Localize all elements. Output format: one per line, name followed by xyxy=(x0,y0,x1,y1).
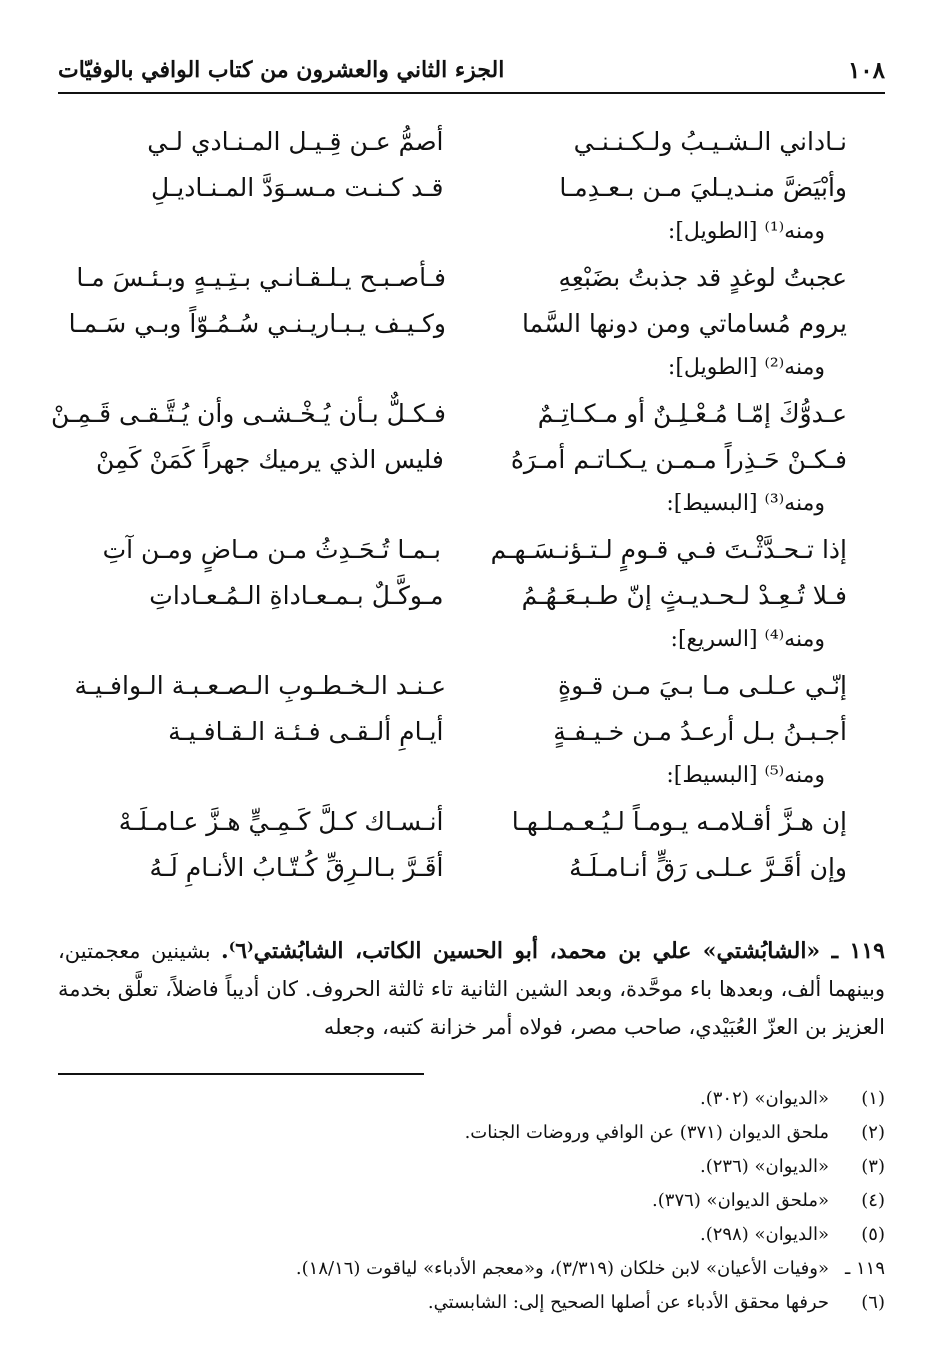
first-hemistich: فـلا تُـعِـدْ لـحـديـثٍ إنّ طـبـعَـهُـمُ xyxy=(521,580,847,610)
entry-heading: ١١٩ ـ «الشابُشتي» علي بن محمد، أبو الحسين الكاتب، الشابُشتي⁽٦⁾. xyxy=(221,938,885,964)
footnote-text: «الديوان» (٣٠٢). xyxy=(700,1088,829,1109)
second-hemistich: أقَـرَّ بـالـرِقِّ كُـتّـابُ الأنـامِ لَـهُ xyxy=(149,852,444,882)
footnote-marker: (٦) xyxy=(861,1292,885,1313)
header-rule xyxy=(58,92,885,94)
footnote xyxy=(58,1252,885,1286)
second-hemistich: أيـامِ ألـقـى فـئـة الـقـافـيـة xyxy=(168,716,444,746)
verse xyxy=(96,164,847,210)
footnote xyxy=(58,1150,885,1184)
biography-entry xyxy=(58,932,885,1046)
footnote-marker: (١) xyxy=(861,1088,885,1109)
footnote xyxy=(58,1286,885,1320)
first-hemistich: يروم مُساماتي ومن دونها السَّما xyxy=(522,308,847,338)
poem-intro: ومنه⁽¹⁾ [الطويل]: xyxy=(667,219,825,244)
first-hemistich: إذا تـحـدَّثْـتَ فـي قـومٍ لـتـؤنـسَـهـم xyxy=(490,534,847,564)
footnote-text: «الديوان» (٢٩٨). xyxy=(700,1224,829,1245)
footnote-text: حرفها محقق الأدباء عن أصلها الصحيح إلى: الشابستي. xyxy=(427,1292,829,1313)
footnote xyxy=(58,1218,885,1252)
footnote-marker: (٥) xyxy=(861,1224,885,1245)
second-hemistich: وكـيـف يـبـاريـنـي سُـمُـوّاً وبـي سَـمـا xyxy=(68,308,446,338)
poem-intro: ومنه⁽³⁾ [البسيط]: xyxy=(666,491,825,516)
second-hemistich: أصمُّ عـن قِـيـل المـنـادي لـي xyxy=(147,126,444,156)
footnotes xyxy=(58,1082,885,1320)
verse xyxy=(96,708,847,754)
second-hemistich: قـد كـنـت مـسـوَدَّ المـنـاديـلِ xyxy=(151,172,444,202)
footnote-text: «وفيات الأعيان» لابن خلكان (٣/٣١٩)، و«معجم الأدباء» لياقوت (١٨/١٦). xyxy=(295,1258,829,1279)
footnote-text: ملحق الديوان (٣٧١) عن الوافي وروضات الجنات. xyxy=(464,1122,829,1143)
running-header xyxy=(58,52,885,88)
verse xyxy=(96,844,847,890)
verse xyxy=(96,526,847,572)
first-hemistich: وأبْيَضَّ منـديـليَ مـن بـعـدِمـا xyxy=(559,172,847,202)
poem-intro: ومنه⁽⁵⁾ [البسيط]: xyxy=(666,763,825,788)
second-hemistich: عـنـد الـخـطـوبِ الـصـعـبـة الـوافـيـة xyxy=(74,670,446,700)
poem-intro: ومنه⁽⁴⁾ [السريع]: xyxy=(670,627,825,652)
footnote xyxy=(58,1116,885,1150)
verse xyxy=(96,118,847,164)
first-hemistich: وإن أقَـرَّ عـلـى رَقٍّ أنـامـلَـهُ xyxy=(569,852,847,882)
first-hemistich: نـاداني الـشـيـبُ ولـكـنـنـي xyxy=(573,126,847,156)
first-hemistich: أجـبـنُ بـل أرعـدُ مـن خـيـفـةٍ xyxy=(553,716,847,746)
footnote-marker: ١١٩ ـ xyxy=(844,1258,885,1279)
verse xyxy=(96,572,847,618)
verse xyxy=(68,300,847,346)
footnote-text: «ملحق الديوان» (٣٧٦). xyxy=(652,1190,829,1211)
running-title: الجزء الثاني والعشرون من كتاب الوافي بالوفيّات xyxy=(58,57,505,83)
verse xyxy=(96,798,847,844)
second-hemistich: بـمـا تُـحَـدِثُ مـن مـاضٍ ومـن آتِ xyxy=(102,534,441,564)
poem-intro: ومنه⁽²⁾ [الطويل]: xyxy=(667,355,825,380)
footnote-rule xyxy=(58,1073,424,1075)
verse xyxy=(76,254,847,300)
first-hemistich: عجبتُ لوغدٍ قد جذبتُ بضَبْعِهِ xyxy=(558,262,847,292)
first-hemistich: إنّـي عـلـى مـا بـيَ مـن قـوةٍ xyxy=(558,670,847,700)
verse xyxy=(74,662,847,708)
page-number: ١٠٨ xyxy=(847,56,885,84)
second-hemistich: فـأصـبـح يـلـقـانـي بـتِـيـهٍ وبـئـسَ مـا xyxy=(76,262,446,292)
footnote xyxy=(58,1184,885,1218)
second-hemistich: مـوكَّـلٌ بـمـعـاداةِ الـمُـعـاداتِ xyxy=(149,580,444,610)
first-hemistich: إن هـزَّ أقـلامـه يـومـاً لـيُـعـمـلـهـا xyxy=(511,806,847,836)
entry-body: بشينين معجمتين، وبينهما ألف، وبعدها باء موحَّدة، وبعد الشين الثانية تاء ثالثة الحروف. كان أديباً فاضلاً، تعلَّق بخدمة العزيز بن العزّ العُبَيْدي، صاحب مصر، فولاه أمر خزانة كتبه، وجعله xyxy=(58,939,885,1039)
footnote-text: «الديوان» (٢٣٦). xyxy=(700,1156,829,1177)
second-hemistich: فليس الذي يرميك جهراً كَمَنْ كَمِنْ xyxy=(96,444,444,474)
footnote xyxy=(58,1082,885,1116)
poems-section xyxy=(51,118,847,890)
verse xyxy=(96,436,847,482)
footnote-marker: (٢) xyxy=(861,1122,885,1143)
footnote-marker: (٣) xyxy=(861,1156,885,1177)
verse xyxy=(51,390,847,436)
first-hemistich: عـدوُّكَ إمّـا مُـعْـلِـنٌ أو مـكـاتِـمٌ xyxy=(537,398,847,428)
second-hemistich: أنـسـاك كـلَّ كَـمِـيٍّ هـزَّ عـامـلَـهْ xyxy=(118,806,444,836)
footnote-marker: (٤) xyxy=(861,1190,885,1211)
first-hemistich: فـكـنْ حَـذِراً مـمـن يـكـاتـم أمـرَهُ xyxy=(510,444,847,474)
second-hemistich: فـكـلٌّ بـأن يُـخْـشـى وأن يُـتَّـقـى قَـمِـنْ xyxy=(51,398,446,428)
